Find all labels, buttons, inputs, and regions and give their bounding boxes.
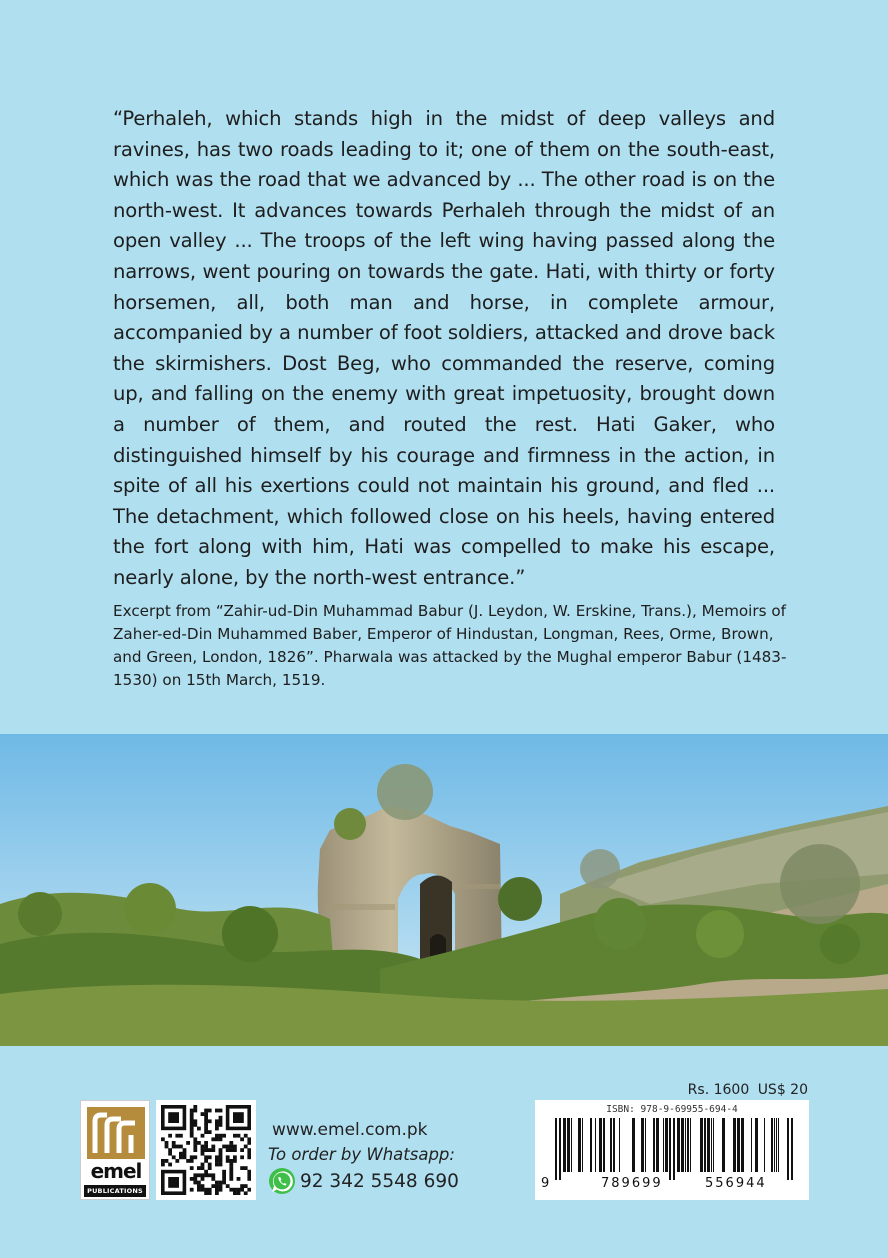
fort-ruins-photo — [0, 734, 888, 1046]
whatsapp-icon — [268, 1167, 296, 1195]
website-link[interactable]: www.emel.com.pk — [272, 1120, 428, 1140]
logo-subtitle: PUBLICATIONS — [84, 1185, 146, 1197]
qr-code[interactable] — [156, 1100, 256, 1200]
price-label — [676, 1082, 808, 1098]
isbn-barcode — [535, 1100, 809, 1200]
price-usd: US$ 20 — [757, 1082, 808, 1098]
logo-wordmark: emel — [90, 1159, 142, 1183]
back-cover-quote: “Perhaleh, which stands high in the midst of deep valleys and ravines, has two roads leading to it; one of them on the south-east, which was the road that we advanced by ... The other road is on the north-west. It advances towards Perhaleh through the midst of an open valley ... The troops of the left wing having passed along the narrows, went pouring on towards the gate. Hati, with thirty or forty horsemen, all, both man and horse, in complete armour, accompanied by a number of foot soldiers, attacked and drove back the skirmishers. Dost Beg, who commanded the reserve, coming up, and falling on the enemy with great impetuosity, brought down a number of them, and routed the rest. Hati Gaker, who distinguished himself by his courage and firmness in the action, in spite of all his exertions could not maintain his ground, and fled ... The detachment, which followed close on his heels, having entered the fort along with him, Hati was compelled to make his escape, nearly alone, by the north-west entrance.” — [113, 107, 775, 589]
barcode-bars — [545, 1118, 799, 1180]
whatsapp-number[interactable]: 92 342 5548 690 — [300, 1170, 459, 1192]
price-pkr: Rs. 1600 — [687, 1082, 750, 1098]
emel-logo-icon — [87, 1107, 145, 1159]
publisher-logo — [80, 1100, 150, 1200]
whatsapp-label: To order by Whatsapp: — [268, 1145, 455, 1164]
barcode-digits-right: 556944 — [705, 1176, 767, 1191]
barcode-digit-lead: 9 — [541, 1176, 550, 1191]
isbn-text: ISBN: 978-9-69955-694-4 — [606, 1104, 738, 1115]
barcode-digits-left: 789699 — [601, 1176, 663, 1191]
quote-source: Excerpt from “Zahir-ud-Din Muhammad Babur (J. Leydon, W. Erskine, Trans.), Memoirs of Zaher-ed-Din Muhammed Baber, Emperor of Hindustan, Longman, Rees, Orme, Brown, and Green, London, 1826”. Pharwala was attacked by the Mughal emperor Babur (1483-1530) on 15th March, 1519. — [113, 602, 787, 689]
contact-info — [268, 1120, 468, 1195]
